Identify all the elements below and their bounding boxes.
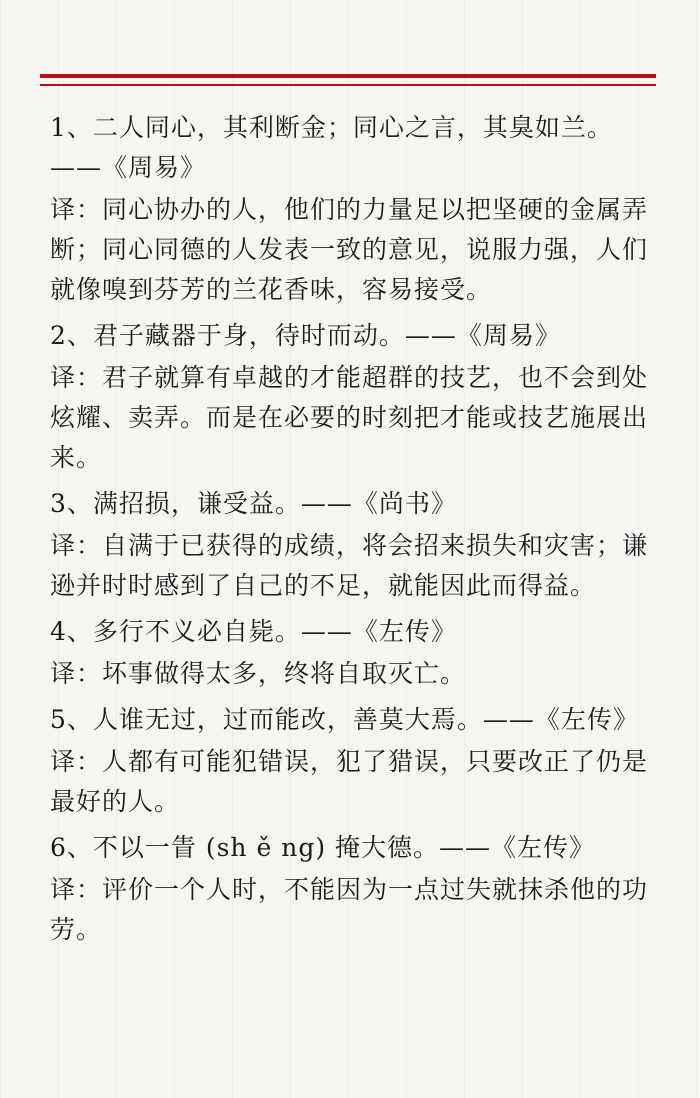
quote-item-1 bbox=[50, 108, 650, 310]
quote-text: 5、人谁无过，过而能改，善莫大焉。——《左传》 bbox=[50, 705, 639, 734]
quote-text: 1、二人同心，其利断金；同心之言，其臭如兰。——《周易》 bbox=[50, 113, 613, 182]
quote-item-3 bbox=[50, 484, 650, 606]
translation-text: 译：同心协办的人，他们的力量足以把坚硬的金属弄断；同心同德的人发表一致的意见，说服力强，人们就像嗅到芬芳的兰花香味，容易接受。 bbox=[50, 195, 649, 304]
translation-text: 译：坏事做得太多，终将自取灭亡。 bbox=[50, 659, 467, 688]
quote-item-4 bbox=[50, 612, 650, 694]
quote-text: 2、君子藏器于身，待时而动。——《周易》 bbox=[50, 321, 561, 350]
quotes-list bbox=[50, 108, 650, 956]
quote-text: 6、不以一眚 (sh ě ng) 掩大德。——《左传》 bbox=[50, 833, 596, 862]
translation-text: 译：自满于已获得的成绩，将会招来损失和灾害；谦逊并时时感到了自己的不足，就能因此而得益。 bbox=[50, 531, 649, 600]
top-red-rule-thin bbox=[40, 84, 656, 86]
quote-item-6 bbox=[50, 828, 650, 950]
top-red-rule bbox=[40, 74, 656, 78]
translation-text: 译：评价一个人时，不能因为一点过失就抹杀他的功劳。 bbox=[50, 875, 649, 944]
quote-text: 3、满招损，谦受益。——《尚书》 bbox=[50, 489, 457, 518]
translation-text: 译：君子就算有卓越的才能超群的技艺，也不会到处炫耀、卖弄。而是在必要的时刻把才能或技艺施展出来。 bbox=[50, 363, 649, 472]
quote-text: 4、多行不义必自毙。——《左传》 bbox=[50, 617, 457, 646]
quote-item-5 bbox=[50, 700, 650, 822]
quote-item-2 bbox=[50, 316, 650, 478]
translation-text: 译：人都有可能犯错误，犯了猎误，只要改正了仍是最好的人。 bbox=[50, 747, 649, 816]
